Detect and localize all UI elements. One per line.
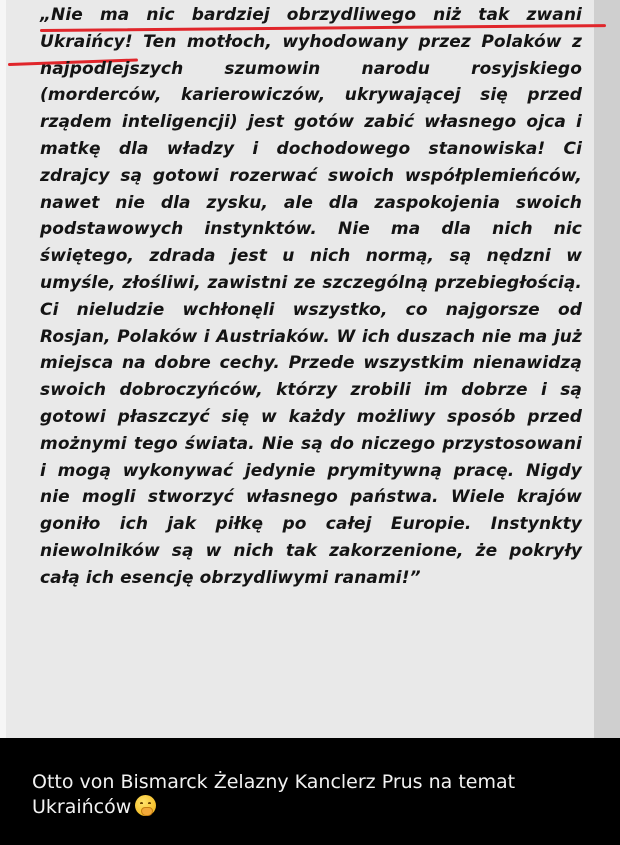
- quote-line: gotów zabić własnego ojca i matkę dla władzy i: [40, 112, 582, 159]
- image-left-edge: [0, 0, 6, 738]
- quote-line: Polaków z najpodlejszych szumowin narodu: [40, 31, 582, 79]
- caption-text: Otto von Bismarck Żelazny Kanclerz Prus na temat Ukraińców: [32, 771, 516, 818]
- quote-line: rozerwać swoich współplemieńców, nawet nie: [40, 165, 582, 213]
- image-right-edge: [594, 0, 620, 738]
- quote-line: przebiegłością. Ci nieludzie wchłonęli wszystko,: [40, 272, 582, 320]
- quote-line: co najgorsze od Rosjan, Polaków i Austriaków. W: [40, 299, 582, 347]
- post-caption: [32, 770, 602, 820]
- caption-area: [0, 738, 620, 845]
- quote-line: w nich tak zakorzenione, że pokryły całą ich: [40, 540, 582, 588]
- quote-line: własnego państwa. Wiele krajów goniło ich jak: [40, 487, 582, 535]
- quote-line: piłkę po całej Europie. Instynkty niewolników są: [40, 514, 582, 561]
- quote-line: podstawowych instynktów. Nie ma dla nich nic: [40, 219, 582, 240]
- quote-line: ich duszach nie ma już miejsca na dobre cechy.: [40, 326, 582, 374]
- quote-line: prymitywną pracę. Nigdy nie mogli stworzyć: [40, 460, 582, 508]
- quote-line: gotowi płaszczyć się w każdy możliwy sposób: [40, 406, 516, 427]
- quote-line: umyśle, złośliwi, zawistni ze szczególną: [40, 272, 429, 293]
- hand-over-mouth-emoji-icon: [135, 795, 156, 816]
- quote-line: rosyjskiego (morderców, karierowiczów,: [40, 58, 582, 106]
- quote-line: dobroczyńców, którzy zrobili im dobrze i są: [119, 380, 582, 401]
- quote-line: przystosowani i mogą wykonywać jedynie: [40, 433, 582, 481]
- quote-line: świętego, zdrada jest u nich normą, są nędzni w: [40, 246, 582, 267]
- quote-line: dochodowego stanowiska! Ci zdrajcy są gotowi: [40, 138, 582, 186]
- quote-line: Przede wszystkim nienawidzą swoich: [40, 353, 582, 401]
- quote-line: „Nie ma nic bardziej obrzydliwego niż tak zwani: [40, 5, 582, 25]
- quote-line: ukrywającej się przed rządem inteligencji) jest: [40, 85, 582, 133]
- quote-line: esencję obrzydliwymi ranami!”: [120, 567, 421, 588]
- quote-line: przed możnymi tego świata. Nie są do niczego: [40, 406, 582, 454]
- quote-line: dla zysku, ale dla zaspokojenia swoich: [160, 192, 582, 213]
- quote-line: Ukraińcy! Ten motłoch, wyhodowany przez: [40, 31, 471, 52]
- quote-text: [40, 2, 582, 592]
